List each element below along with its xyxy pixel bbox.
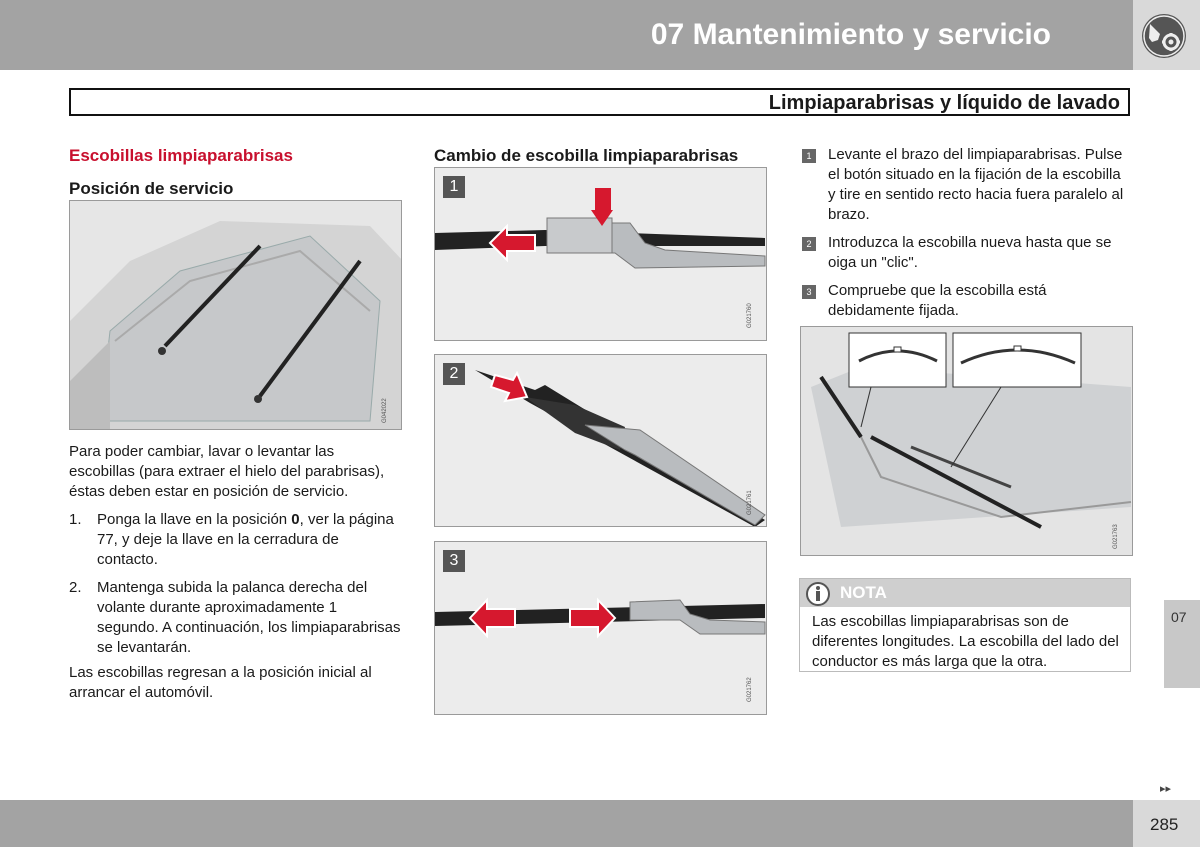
left-subheading: Posición de servicio [69, 179, 234, 198]
figure-tag: 2 [443, 363, 465, 385]
figure-code: G042022 [382, 398, 388, 423]
list-item-text: Levante el brazo del limpiaparabrisas. Pulse el botón situado en la fijación de la escobilla y tire en sentido recto hacia fuera paralelo al brazo. [828, 146, 1124, 223]
list-item-text: Ponga la llave en la posición 0, ver la página 77, y deje la llave en la cerradura de contacto. [97, 511, 394, 568]
note-header [800, 579, 1130, 607]
middle-heading: Cambio de escobilla limpiaparabrisas [434, 146, 739, 165]
header-bar [0, 0, 1133, 70]
step-badge: 2 [802, 237, 816, 251]
blade-illustration [435, 542, 767, 715]
page-number-box [1133, 800, 1200, 847]
left-closing: Las escobillas regresan a la posición inicial al arrancar el automóvil. [69, 664, 372, 701]
left-heading: Escobillas limpiaparabrisas [69, 146, 293, 165]
list-item-number: 1. [69, 511, 82, 528]
note-text: Las escobillas limpiaparabrisas son de diferentes longitudes. La escobilla del lado del conductor es más larga que la otra. [812, 613, 1119, 670]
wrench-gear-icon [1133, 0, 1200, 70]
chapter-title: 07 Mantenimiento y servicio [650, 18, 1051, 51]
blade-illustration [435, 355, 767, 527]
list-item [69, 578, 402, 658]
list-item-text: Compruebe que la escobilla está debidamente fijada. [828, 282, 1047, 319]
list-item [800, 233, 1132, 273]
figure-code: G021763 [1113, 524, 1119, 549]
blade-step-2-figure [434, 354, 767, 527]
figure-code: G021761 [747, 490, 753, 515]
blade-illustration [435, 168, 767, 341]
list-item [800, 145, 1132, 225]
section-title-box [69, 88, 1130, 116]
section-title: Limpiaparabrisas y líquido de lavado [768, 92, 1120, 114]
list-item [69, 510, 402, 570]
blade-step-1-figure [434, 167, 767, 341]
chapter-tab [1164, 600, 1200, 688]
blade-step-3-figure [434, 541, 767, 715]
figure-tag: 1 [443, 176, 465, 198]
figure-code: G021760 [747, 303, 753, 328]
list-item [800, 281, 1132, 321]
left-intro: Para poder cambiar, lavar o levantar las escobillas (para extraer el hielo del parabrisas), éstas deben estar en posición de servicio. [69, 443, 385, 500]
windshield-illustration [70, 201, 402, 430]
figure-tag: 3 [443, 550, 465, 572]
step-badge: 3 [802, 285, 816, 299]
chapter-tab-label: 07 [1171, 609, 1187, 625]
left-steps-list [69, 510, 402, 658]
list-item-number: 2. [69, 579, 82, 596]
chapter-icon-box [1133, 0, 1200, 70]
figure-code: G021762 [747, 677, 753, 702]
page-number: 285 [1150, 815, 1179, 834]
blade-length-figure [800, 326, 1133, 556]
service-position-figure [69, 200, 402, 430]
list-item-text: Introduzca la escobilla nueva hasta que se oiga un "clic". [828, 234, 1112, 271]
step-badge: 1 [802, 149, 816, 163]
right-steps-list [800, 145, 1132, 321]
list-item-text: Mantenga subida la palanca derecha del volante durante aproximadamente 1 segundo. A continuación, los limpiaparabrisas se levantarán. [97, 579, 401, 656]
windshield-blades-illustration [801, 327, 1133, 556]
info-icon [804, 580, 832, 608]
note-box [799, 578, 1131, 672]
next-page-marker: ▸▸ [1160, 783, 1172, 795]
footer-bar [0, 800, 1133, 847]
note-title: NOTA [840, 583, 887, 602]
